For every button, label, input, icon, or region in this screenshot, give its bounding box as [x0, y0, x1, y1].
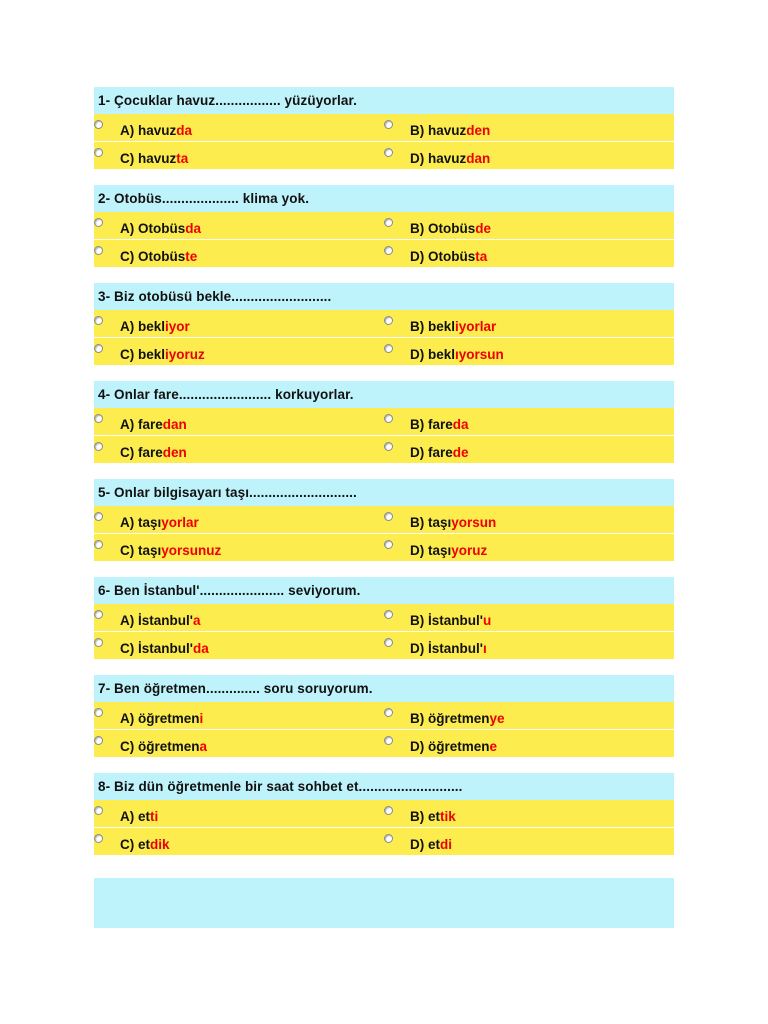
option-label — [120, 319, 190, 334]
option-label — [410, 151, 490, 166]
option-label — [120, 613, 200, 628]
option-stem: A) havuz — [120, 123, 177, 138]
answer-option[interactable] — [384, 212, 674, 239]
options-grid — [94, 310, 674, 365]
radio-button[interactable] — [384, 540, 393, 549]
answer-option[interactable] — [94, 408, 384, 435]
radio-button[interactable] — [94, 246, 103, 255]
options-row — [94, 631, 674, 659]
options-grid — [94, 114, 674, 169]
option-suffix: tik — [440, 809, 456, 824]
option-suffix: ı — [482, 641, 487, 656]
option-label — [120, 123, 192, 138]
radio-button[interactable] — [384, 708, 393, 717]
options-row — [94, 827, 674, 855]
question-title: 8- Biz dün öğretmenle bir saat sohbet et........................... — [94, 773, 674, 800]
option-stem: B) öğretmen — [410, 711, 490, 726]
options-grid — [94, 408, 674, 463]
question-block — [94, 773, 674, 855]
radio-button[interactable] — [384, 246, 393, 255]
option-suffix: de — [452, 445, 469, 460]
options-row — [94, 435, 674, 463]
options-row — [94, 212, 674, 239]
option-label — [120, 641, 209, 656]
option-stem: D) bekl — [410, 347, 456, 362]
option-suffix: ti — [150, 809, 159, 824]
option-label — [410, 613, 491, 628]
answer-option[interactable] — [94, 604, 384, 631]
option-label — [120, 739, 207, 754]
option-stem: D) et — [410, 837, 440, 852]
radio-button[interactable] — [94, 610, 103, 619]
radio-button[interactable] — [94, 414, 103, 423]
option-suffix: ıyorsun — [455, 347, 504, 362]
options-grid — [94, 212, 674, 267]
option-label — [120, 711, 203, 726]
option-label — [410, 123, 490, 138]
answer-option[interactable] — [384, 240, 674, 267]
answer-option[interactable] — [384, 800, 674, 827]
option-label — [410, 809, 456, 824]
option-stem: C) bekl — [120, 347, 166, 362]
options-row — [94, 533, 674, 561]
option-label — [120, 445, 187, 460]
answer-option[interactable] — [94, 730, 384, 757]
option-label — [410, 837, 452, 852]
answer-option[interactable] — [384, 604, 674, 631]
radio-button[interactable] — [384, 806, 393, 815]
option-label — [410, 739, 497, 754]
option-stem: D) Otobüs — [410, 249, 476, 264]
option-label — [120, 347, 205, 362]
question-title: 5- Onlar bilgisayarı taşı............................ — [94, 479, 674, 506]
question-block — [94, 675, 674, 757]
option-suffix: e — [489, 739, 498, 754]
option-suffix: ta — [176, 151, 189, 166]
question-title: 4- Onlar fare........................ korkuyorlar. — [94, 381, 674, 408]
options-row — [94, 506, 674, 533]
answer-option[interactable] — [384, 338, 674, 365]
option-suffix: iyor — [165, 319, 190, 334]
option-label — [410, 711, 505, 726]
answer-option[interactable] — [384, 506, 674, 533]
option-stem: C) Otobüs — [120, 249, 186, 264]
radio-button[interactable] — [94, 638, 103, 647]
question-block — [94, 381, 674, 463]
option-stem: C) havuz — [120, 151, 177, 166]
question-title: 2- Otobüs.................... klima yok. — [94, 185, 674, 212]
options-row — [94, 114, 674, 141]
question-title: 1- Çocuklar havuz................. yüzüyorlar. — [94, 87, 674, 114]
option-label — [410, 347, 504, 362]
option-stem: A) İstanbul' — [120, 613, 193, 628]
option-suffix: u — [482, 613, 492, 628]
option-label — [120, 151, 188, 166]
option-suffix: den — [162, 445, 187, 460]
answer-option[interactable] — [94, 142, 384, 169]
radio-button[interactable] — [384, 442, 393, 451]
option-suffix: iyoruz — [165, 347, 205, 362]
answer-option[interactable] — [94, 436, 384, 463]
options-grid — [94, 604, 674, 659]
radio-button[interactable] — [384, 834, 393, 843]
option-stem: A) et — [120, 809, 150, 824]
option-suffix: da — [185, 221, 202, 236]
option-suffix: te — [185, 249, 198, 264]
answer-option[interactable] — [384, 142, 674, 169]
option-suffix: da — [192, 641, 209, 656]
option-suffix: dan — [162, 417, 187, 432]
answer-option[interactable] — [384, 114, 674, 141]
answer-option[interactable] — [94, 632, 384, 659]
option-suffix: i — [199, 711, 204, 726]
option-suffix: a — [199, 739, 208, 754]
answer-option[interactable] — [384, 730, 674, 757]
option-suffix: de — [475, 221, 492, 236]
option-suffix: iyorlar — [455, 319, 497, 334]
radio-button[interactable] — [384, 610, 393, 619]
radio-button[interactable] — [384, 120, 393, 129]
radio-button[interactable] — [384, 414, 393, 423]
option-suffix: ye — [489, 711, 505, 726]
option-label — [120, 515, 199, 530]
options-grid — [94, 702, 674, 757]
answer-option[interactable] — [94, 506, 384, 533]
option-stem: C) fare — [120, 445, 163, 460]
radio-button[interactable] — [94, 344, 103, 353]
answer-option[interactable] — [94, 534, 384, 561]
option-suffix: yorlar — [161, 515, 199, 530]
option-suffix: da — [176, 123, 193, 138]
radio-button[interactable] — [94, 708, 103, 717]
option-label — [120, 809, 158, 824]
option-label — [410, 543, 487, 558]
radio-button[interactable] — [94, 120, 103, 129]
options-row — [94, 310, 674, 337]
option-label — [410, 221, 491, 236]
option-stem: B) fare — [410, 417, 453, 432]
radio-button[interactable] — [94, 218, 103, 227]
question-block — [94, 283, 674, 365]
radio-button[interactable] — [384, 148, 393, 157]
options-row — [94, 408, 674, 435]
answer-option[interactable] — [94, 828, 384, 855]
option-label — [410, 641, 487, 656]
radio-button[interactable] — [384, 218, 393, 227]
option-suffix: dan — [466, 151, 491, 166]
answer-option[interactable] — [94, 338, 384, 365]
option-stem: D) taşı — [410, 543, 452, 558]
options-row — [94, 800, 674, 827]
option-suffix: yorsun — [451, 515, 497, 530]
option-stem: B) bekl — [410, 319, 456, 334]
option-stem: A) öğretmen — [120, 711, 200, 726]
option-label — [120, 249, 197, 264]
option-label — [410, 249, 487, 264]
option-stem: C) et — [120, 837, 150, 852]
option-suffix: yoruz — [451, 543, 488, 558]
question-title: 7- Ben öğretmen.............. soru soruyorum. — [94, 675, 674, 702]
option-label — [410, 319, 496, 334]
options-row — [94, 239, 674, 267]
option-stem: A) fare — [120, 417, 163, 432]
question-title: 6- Ben İstanbul'...................... seviyorum. — [94, 577, 674, 604]
option-suffix: a — [192, 613, 201, 628]
radio-button[interactable] — [94, 806, 103, 815]
option-stem: B) taşı — [410, 515, 452, 530]
option-stem: C) öğretmen — [120, 739, 200, 754]
option-label — [120, 221, 201, 236]
options-grid — [94, 506, 674, 561]
radio-button[interactable] — [94, 512, 103, 521]
option-stem: D) öğretmen — [410, 739, 490, 754]
option-stem: C) İstanbul' — [120, 641, 193, 656]
option-label — [410, 445, 469, 460]
radio-button[interactable] — [94, 834, 103, 843]
option-suffix: dik — [150, 837, 170, 852]
option-stem: D) fare — [410, 445, 453, 460]
option-suffix: di — [440, 837, 452, 852]
quiz-container — [94, 87, 674, 871]
radio-button[interactable] — [384, 512, 393, 521]
option-stem: D) havuz — [410, 151, 467, 166]
answer-option[interactable] — [94, 702, 384, 729]
radio-button[interactable] — [94, 540, 103, 549]
answer-option[interactable] — [384, 702, 674, 729]
option-label — [120, 417, 187, 432]
answer-option[interactable] — [94, 240, 384, 267]
answer-option[interactable] — [94, 114, 384, 141]
answer-option[interactable] — [384, 436, 674, 463]
option-stem: B) Otobüs — [410, 221, 476, 236]
radio-button[interactable] — [94, 442, 103, 451]
question-title: 3- Biz otobüsü bekle.......................... — [94, 283, 674, 310]
answer-option[interactable] — [384, 828, 674, 855]
answer-option[interactable] — [94, 310, 384, 337]
radio-button[interactable] — [94, 316, 103, 325]
question-block — [94, 185, 674, 267]
option-label — [120, 837, 170, 852]
option-label — [410, 515, 496, 530]
options-row — [94, 702, 674, 729]
options-row — [94, 729, 674, 757]
answer-option[interactable] — [384, 408, 674, 435]
option-suffix: den — [466, 123, 491, 138]
answer-option[interactable] — [94, 800, 384, 827]
radio-button[interactable] — [94, 736, 103, 745]
radio-button[interactable] — [384, 638, 393, 647]
option-label — [120, 543, 221, 558]
option-stem: B) havuz — [410, 123, 467, 138]
answer-option[interactable] — [384, 534, 674, 561]
option-suffix: yorsunuz — [161, 543, 222, 558]
options-row — [94, 604, 674, 631]
option-suffix: ta — [475, 249, 488, 264]
option-stem: B) et — [410, 809, 440, 824]
options-row — [94, 337, 674, 365]
option-suffix: da — [452, 417, 469, 432]
radio-button[interactable] — [384, 344, 393, 353]
option-stem: B) İstanbul' — [410, 613, 483, 628]
options-grid — [94, 800, 674, 855]
answer-option[interactable] — [384, 632, 674, 659]
question-block — [94, 577, 674, 659]
option-stem: C) taşı — [120, 543, 162, 558]
option-stem: A) taşı — [120, 515, 162, 530]
question-block — [94, 479, 674, 561]
footer-box — [94, 878, 674, 928]
options-row — [94, 141, 674, 169]
option-stem: A) Otobüs — [120, 221, 186, 236]
question-block — [94, 87, 674, 169]
answer-option[interactable] — [384, 310, 674, 337]
option-label — [410, 417, 469, 432]
answer-option[interactable] — [94, 212, 384, 239]
radio-button[interactable] — [384, 316, 393, 325]
option-stem: A) bekl — [120, 319, 166, 334]
option-stem: D) İstanbul' — [410, 641, 483, 656]
radio-button[interactable] — [94, 148, 103, 157]
radio-button[interactable] — [384, 736, 393, 745]
